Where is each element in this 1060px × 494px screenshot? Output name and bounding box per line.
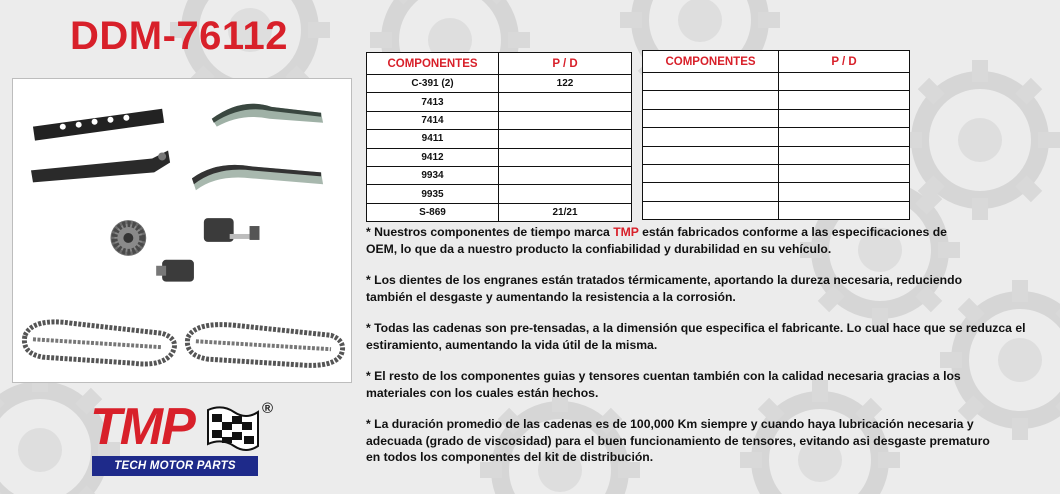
note-oem [366, 224, 966, 257]
component-cell: 9934 [367, 166, 499, 184]
table-row [643, 146, 910, 164]
table-row [643, 201, 910, 219]
pd-cell [499, 93, 632, 111]
table-row [643, 128, 910, 146]
component-cell [643, 146, 779, 164]
table-row [367, 185, 632, 203]
chain-guide-2 [212, 104, 323, 127]
component-cell [643, 91, 779, 109]
product-notes [366, 224, 1056, 481]
pd-cell [779, 91, 910, 109]
table-row [643, 91, 910, 109]
chain-guide-1 [33, 109, 164, 141]
tmp-logo [90, 400, 290, 480]
tensioner-1 [204, 218, 260, 242]
header-pd: P / D [779, 51, 910, 73]
tensioner-2 [156, 260, 194, 282]
brand-name: TMP [613, 225, 639, 239]
component-cell: 7413 [367, 93, 499, 111]
product-photo [12, 78, 352, 383]
table-row [367, 166, 632, 184]
component-cell [643, 183, 779, 201]
component-cell [643, 128, 779, 146]
note-text: están fabricados conforme a las especificaciones de OEM, lo que da a nuestro producto la confiabilidad y durabilidad en su vehículo. [366, 225, 947, 256]
logo-tagline: TECH MOTOR PARTS [92, 456, 258, 476]
table-row [367, 148, 632, 166]
pd-cell [499, 166, 632, 184]
timing-kit-illustration [13, 79, 351, 382]
logo-brand: TMP [90, 398, 194, 456]
components-table-left [366, 52, 632, 222]
pd-cell [499, 130, 632, 148]
component-cell: 9412 [367, 148, 499, 166]
table-row [643, 109, 910, 127]
note-chains: * Todas las cadenas son pre-tensadas, a la dimensión que especifica el fabricante. Lo cual hace que se reduzca el estiramiento, aumentando la vida útil de la misma. [366, 321, 1026, 352]
header-componentes: COMPONENTES [367, 53, 499, 75]
note-duration: * La duración promedio de las cadenas es de 100,000 Km siempre y cuando haya lubricación necesaria y adecuada (grado de viscosidad) para el buen funcionamiento de tensores, evitando asi desgaste prematuro en todos los componentes del kit de distribución. [366, 417, 990, 464]
chain-guide-3 [31, 151, 170, 183]
table-row [643, 164, 910, 182]
component-cell: S-869 [367, 203, 499, 221]
pd-cell [499, 185, 632, 203]
pd-cell [499, 111, 632, 129]
component-cell [643, 201, 779, 219]
pd-cell [779, 201, 910, 219]
component-cell: 9411 [367, 130, 499, 148]
component-cell: C-391 (2) [367, 75, 499, 93]
components-table-right [642, 50, 910, 220]
table-row [367, 75, 632, 93]
table-row [643, 73, 910, 91]
pd-cell [779, 183, 910, 201]
table-row [643, 183, 910, 201]
component-cell [643, 73, 779, 91]
timing-chain-2 [187, 325, 342, 366]
component-cell [643, 109, 779, 127]
timing-chain-1 [24, 322, 174, 364]
pd-cell: 122 [499, 75, 632, 93]
component-cell [643, 164, 779, 182]
sprocket [110, 220, 146, 256]
checkered-flag-icon [204, 406, 262, 454]
pd-cell [779, 164, 910, 182]
table-row [367, 93, 632, 111]
header-pd: P / D [499, 53, 632, 75]
registered-mark: ® [262, 400, 274, 417]
component-cell: 9935 [367, 185, 499, 203]
chain-guide-4 [192, 165, 323, 190]
note-gears: * Los dientes de los engranes están tratados térmicamente, aportando la dureza necesaria, reduciendo también el desgaste y aumentando la resistencia a la corrosión. [366, 273, 963, 304]
page-title: DDM-76112 [70, 14, 288, 58]
pd-cell [499, 148, 632, 166]
pd-cell [779, 128, 910, 146]
pd-cell: 21/21 [499, 203, 632, 221]
pd-cell [779, 146, 910, 164]
pd-cell [779, 109, 910, 127]
table-row [367, 203, 632, 221]
header-componentes: COMPONENTES [643, 51, 779, 73]
table-row [367, 130, 632, 148]
component-cell: 7414 [367, 111, 499, 129]
pd-cell [779, 73, 910, 91]
note-guides: * El resto de los componentes guias y tensores cuentan también con la calidad necesaria gracias a los materiales con los cuales están hechos. [366, 369, 961, 400]
table-row [367, 111, 632, 129]
note-text: * Nuestros componentes de tiempo marca [366, 225, 614, 239]
